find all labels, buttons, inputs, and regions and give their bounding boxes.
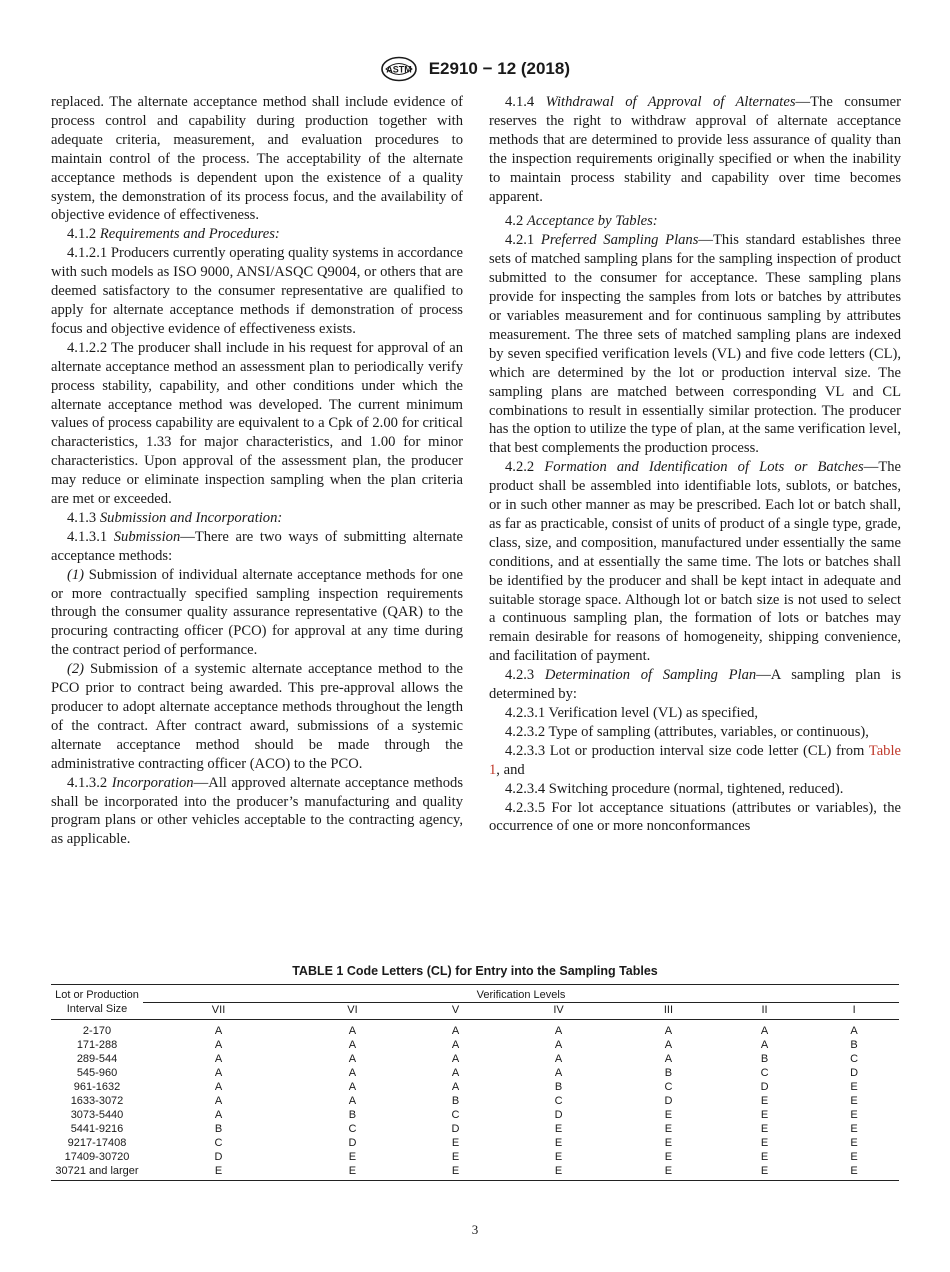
code-letter-cell: A xyxy=(451,1025,460,1037)
code-letter-cell: A xyxy=(760,1025,769,1037)
section-4-2-heading: 4.2 Acceptance by Tables: xyxy=(505,213,658,230)
code-letter-cell: E xyxy=(451,1151,460,1163)
paragraph-4-2-3-1: 4.2.3.1 Verification level (VL) as specified, xyxy=(505,705,759,721)
table-row xyxy=(51,1136,899,1150)
paragraph-4-1-4: 4.1.4 Withdrawal of Approval of Alternates—The consumer reserves the right to withdraw approval of alternate acceptance methods that are determined to provide less assurance of quality than the inspection requirements originally specified or when the inability to maintain process stability and capability over time becomes apparent. xyxy=(489,94,901,205)
code-letter-cell: A xyxy=(664,1025,673,1037)
lot-size-cell: 1633-3072 xyxy=(70,1095,124,1107)
code-letter-cell: E xyxy=(554,1151,563,1163)
code-letter-cell: E xyxy=(664,1109,673,1121)
code-letter-cell: A xyxy=(760,1039,769,1051)
paragraph-continuation: replaced. The alternate acceptance method shall include evidence of process control and capability during production together with adequate criteria, measurement, and evaluation procedures to maintain control of the process. The acceptability of the alternate acceptance methods is dependent upon the existence of a quality system, the demonstration of its process focus, and the availability of objective evidence of effectiveness. xyxy=(51,94,463,224)
code-letter-cell: E xyxy=(850,1123,858,1135)
code-letter-cell: E xyxy=(850,1095,858,1107)
lot-size-cell: 545-960 xyxy=(76,1067,118,1079)
code-letter-cell: E xyxy=(554,1123,563,1135)
code-letter-cell: E xyxy=(451,1137,460,1149)
code-letter-cell: B xyxy=(850,1039,858,1051)
verification-levels-header: Verification Levels xyxy=(143,985,899,1003)
paragraph-4-2-2: 4.2.2 Formation and Identification of Lots or Batches—The product shall be assembled into identifiable lots, sublots, or batches, or in such other manner as may be prescribed. Each lot or batch shall, as far as practicable, consist of units of product of a single type, grade, class, size, and composition, manufactured under essentially the same conditions, and at essentially the same time. The lots or batches shall be identified by the producer and shall be kept intact in adequate and suitable storage space. Although lot or batch size is not used to select a continuous sampling plan, the formation of lots or batches may remain desirable for reasons of homogeneity, shipping convenience, and facilitation of payment. xyxy=(489,459,902,665)
table-row xyxy=(51,1122,899,1136)
verification-level-header: I xyxy=(809,1003,899,1020)
lot-size-cell: 9217-17408 xyxy=(67,1137,127,1149)
code-letter-cell: C xyxy=(554,1095,563,1107)
code-letter-cell: A xyxy=(451,1053,460,1065)
code-letter-cell: B xyxy=(214,1123,223,1135)
code-letter-cell: A xyxy=(554,1025,563,1037)
code-letter-cell: A xyxy=(664,1053,673,1065)
code-letter-cell: E xyxy=(294,1164,411,1181)
code-letter-cell: A xyxy=(850,1025,858,1037)
code-letter-cell: E xyxy=(617,1164,720,1181)
paragraph-4-2-3-2: 4.2.3.2 Type of sampling (attributes, variables, or continuous), xyxy=(505,723,869,740)
code-letter-cell: A xyxy=(348,1039,357,1051)
code-letter-cell: E xyxy=(664,1151,673,1163)
verification-level-header: IV xyxy=(500,1003,617,1020)
lot-size-cell: 171-288 xyxy=(76,1039,118,1051)
code-letter-cell: E xyxy=(664,1123,673,1135)
code-letter-cell: E xyxy=(809,1164,899,1181)
paragraph-4-2-3: 4.2.3 Determination of Sampling Plan—A sampling plan is determined by: xyxy=(489,667,901,703)
code-letter-cell: A xyxy=(348,1095,357,1107)
code-letter-cell: B xyxy=(760,1053,769,1065)
table-row xyxy=(51,1164,899,1181)
code-letter-cell: E xyxy=(760,1095,769,1107)
code-letter-cell: D xyxy=(451,1123,460,1135)
code-letter-cell: E xyxy=(500,1164,617,1181)
code-letter-cell: E xyxy=(554,1137,563,1149)
code-letter-cell: A xyxy=(554,1053,563,1065)
page-header xyxy=(0,56,950,82)
paragraph-4-1-2-2: 4.1.2.2 The producer shall include in his request for approval of an alternate acceptance method an assessment plan to periodically verify process stability, capability, and other conditions under which the alternate acceptance method was developed. The current minimum values of process capability are equivalent to a Cpk of 2.00 for critical characteristics, 1.33 for major characteristics, and 1.00 for minor characteristics. Upon approval of the assessment plan, the producer may reduce or eliminate inspection sampling when the plan criteria are met or exceeded. xyxy=(51,339,463,508)
code-letter-cell: E xyxy=(760,1109,769,1121)
code-letter-cell: E xyxy=(850,1109,858,1121)
code-letter-cell: A xyxy=(214,1039,223,1051)
code-letter-cell: B xyxy=(554,1081,563,1093)
paragraph-4-2-3-4: 4.2.3.4 Switching procedure (normal, tightened, reduced). xyxy=(505,780,844,797)
paragraph-4-1-2-1: 4.1.2.1 Producers currently operating quality systems in accordance with such models as ISO 9000, ANSI/ASQC Q9004, or others that are deemed satisfactory to the consumer representative are qualified to apply for alternate acceptance methods if demonstration of process focus and objective evidence of effectiveness exists. xyxy=(51,245,463,337)
table-caption: TABLE 1 Code Letters (CL) for Entry into the Sampling Tables xyxy=(292,964,658,978)
code-letter-cell: C xyxy=(348,1123,357,1135)
code-letter-cell: A xyxy=(214,1081,223,1093)
code-letter-cell: A xyxy=(214,1053,223,1065)
code-letter-cell: A xyxy=(554,1039,563,1051)
table-row xyxy=(51,1150,899,1164)
lot-size-cell: 5441-9216 xyxy=(70,1123,124,1135)
table-row xyxy=(51,1108,899,1122)
code-letter-cell: A xyxy=(664,1039,673,1051)
code-letter-cell: E xyxy=(411,1164,500,1181)
code-letter-cell: C xyxy=(664,1081,673,1093)
code-letter-cell: D xyxy=(348,1137,357,1149)
code-letter-cell: C xyxy=(451,1109,460,1121)
lot-size-cell: 17409-30720 xyxy=(64,1151,130,1163)
table-row xyxy=(51,1052,899,1066)
lot-size-cell: 2-170 xyxy=(82,1025,112,1037)
page-number: 3 xyxy=(471,1222,479,1237)
code-letter-cell: A xyxy=(451,1067,460,1079)
verification-level-header: V xyxy=(411,1003,500,1020)
list-item-2: (2) Submission of a systemic alternate acceptance method to the PCO prior to contract being awarded. This pre-approval allows the producer to adopt alternate acceptance methods throughout the length of the contract. After contract award, submissions of a systemic alternate acceptance method should be made through the administrative contracting officer (ACO) to the PCO. xyxy=(51,661,463,772)
table-row xyxy=(51,1020,899,1039)
code-letter-cell: D xyxy=(554,1109,563,1121)
paragraph-4-1-3-2: 4.1.3.2 Incorporation—All approved alternate acceptance methods shall be incorporated into the producer’s manufacturing and quality program plans or other vehicles acceptable to the contracting agency, as applicable. xyxy=(51,774,464,848)
code-letter-cell: B xyxy=(664,1067,673,1079)
code-letters-table xyxy=(51,984,899,1181)
list-item-1: (1) Submission of individual alternate acceptance methods for one or more contractually specified sampling inspection requirements through the consumer quality assurance representative (QAR) to the procuring contracting officer (PCO) for approval at any time during the contract period of performance. xyxy=(51,566,463,659)
code-letter-cell: E xyxy=(850,1151,858,1163)
lot-size-cell: 961-1632 xyxy=(73,1081,121,1093)
code-letter-cell: A xyxy=(451,1081,460,1093)
code-letter-cell: E xyxy=(664,1137,673,1149)
code-letter-cell: D xyxy=(850,1067,859,1079)
code-letter-cell: D xyxy=(664,1095,673,1107)
verification-level-header: VII xyxy=(143,1003,294,1020)
code-letter-cell: A xyxy=(214,1067,223,1079)
section-4-1-3-heading: 4.1.3 Submission and Incorporation: xyxy=(67,509,283,526)
table-row xyxy=(51,1038,899,1052)
code-letter-cell: B xyxy=(348,1109,357,1121)
lot-size-cell: 289-544 xyxy=(76,1053,118,1065)
code-letter-cell: D xyxy=(760,1081,769,1093)
svg-text:ASTM: ASTM xyxy=(386,64,412,75)
paragraph-4-2-1: 4.2.1 Preferred Sampling Plans—This standard establishes three sets of matched sampling plans for the sampling inspection of product submitted to the consumer for acceptance. These sampling plans provide for inspecting the samples from lots or batches by attributes or variables measurement and for continuous sampling by attributes measurement. The three sets of matched sampling plans are indexed by seven specified verification levels (VL) and five code letters (CL), which are determined by the lot or production interval size. The sampling plans are matched between corresponding VL and CL combinations to result in essentially similar protection. The producer has the option to utilize the type of plan, at the same verification level, that best complements the production process. xyxy=(489,232,901,457)
lot-size-cell: 30721 and larger xyxy=(51,1164,143,1181)
verification-level-header: II xyxy=(720,1003,809,1020)
code-letter-cell: C xyxy=(760,1067,769,1079)
document-designation: E2910 − 12 (2018) xyxy=(428,59,571,78)
code-letter-cell: D xyxy=(214,1151,223,1163)
paragraph-4-2-3-5: 4.2.3.5 For lot acceptance situations (attributes or variables), the occurrence of one or more nonconformances xyxy=(489,799,901,835)
paragraph-4-2-3-3: 4.2.3.3 Lot or production interval size code letter (CL) from Table 1, and xyxy=(489,742,901,778)
left-column xyxy=(51,93,463,849)
table-row xyxy=(51,1094,899,1108)
code-letter-cell: C xyxy=(214,1137,223,1149)
table-1-link[interactable]: Table 1 xyxy=(489,742,901,778)
lot-size-header: Lot or Production Interval Size xyxy=(51,985,143,1020)
code-letter-cell: C xyxy=(850,1053,859,1065)
code-letter-cell: A xyxy=(451,1039,460,1051)
code-letter-cell: E xyxy=(760,1123,769,1135)
code-letter-cell: E xyxy=(760,1137,769,1149)
code-letter-cell: A xyxy=(348,1025,357,1037)
paragraph-4-1-3-1: 4.1.3.1 Submission—There are two ways of submitting alternate acceptance methods: xyxy=(51,528,463,564)
astm-logo-icon xyxy=(380,56,418,82)
code-letter-cell: E xyxy=(760,1151,769,1163)
code-letter-cell: A xyxy=(554,1067,563,1079)
table-row xyxy=(51,1080,899,1094)
section-4-1-2-heading: 4.1.2 Requirements and Procedures: xyxy=(67,226,280,243)
code-letter-cell: E xyxy=(850,1137,858,1149)
code-letter-cell: E xyxy=(143,1164,294,1181)
table-row xyxy=(51,1066,899,1080)
verification-level-header: III xyxy=(617,1003,720,1020)
code-letter-cell: A xyxy=(214,1025,223,1037)
verification-level-header: VI xyxy=(294,1003,411,1020)
code-letter-cell: A xyxy=(214,1095,223,1107)
code-letter-cell: E xyxy=(348,1151,357,1163)
code-letter-cell: E xyxy=(850,1081,858,1093)
code-letter-cell: A xyxy=(348,1081,357,1093)
right-column xyxy=(489,93,901,836)
lot-size-cell: 3073-5440 xyxy=(70,1109,124,1121)
code-letter-cell: A xyxy=(348,1067,357,1079)
code-letter-cell: B xyxy=(451,1095,460,1107)
code-letter-cell: A xyxy=(214,1109,223,1121)
code-letter-cell: E xyxy=(720,1164,809,1181)
code-letter-cell: A xyxy=(348,1053,357,1065)
